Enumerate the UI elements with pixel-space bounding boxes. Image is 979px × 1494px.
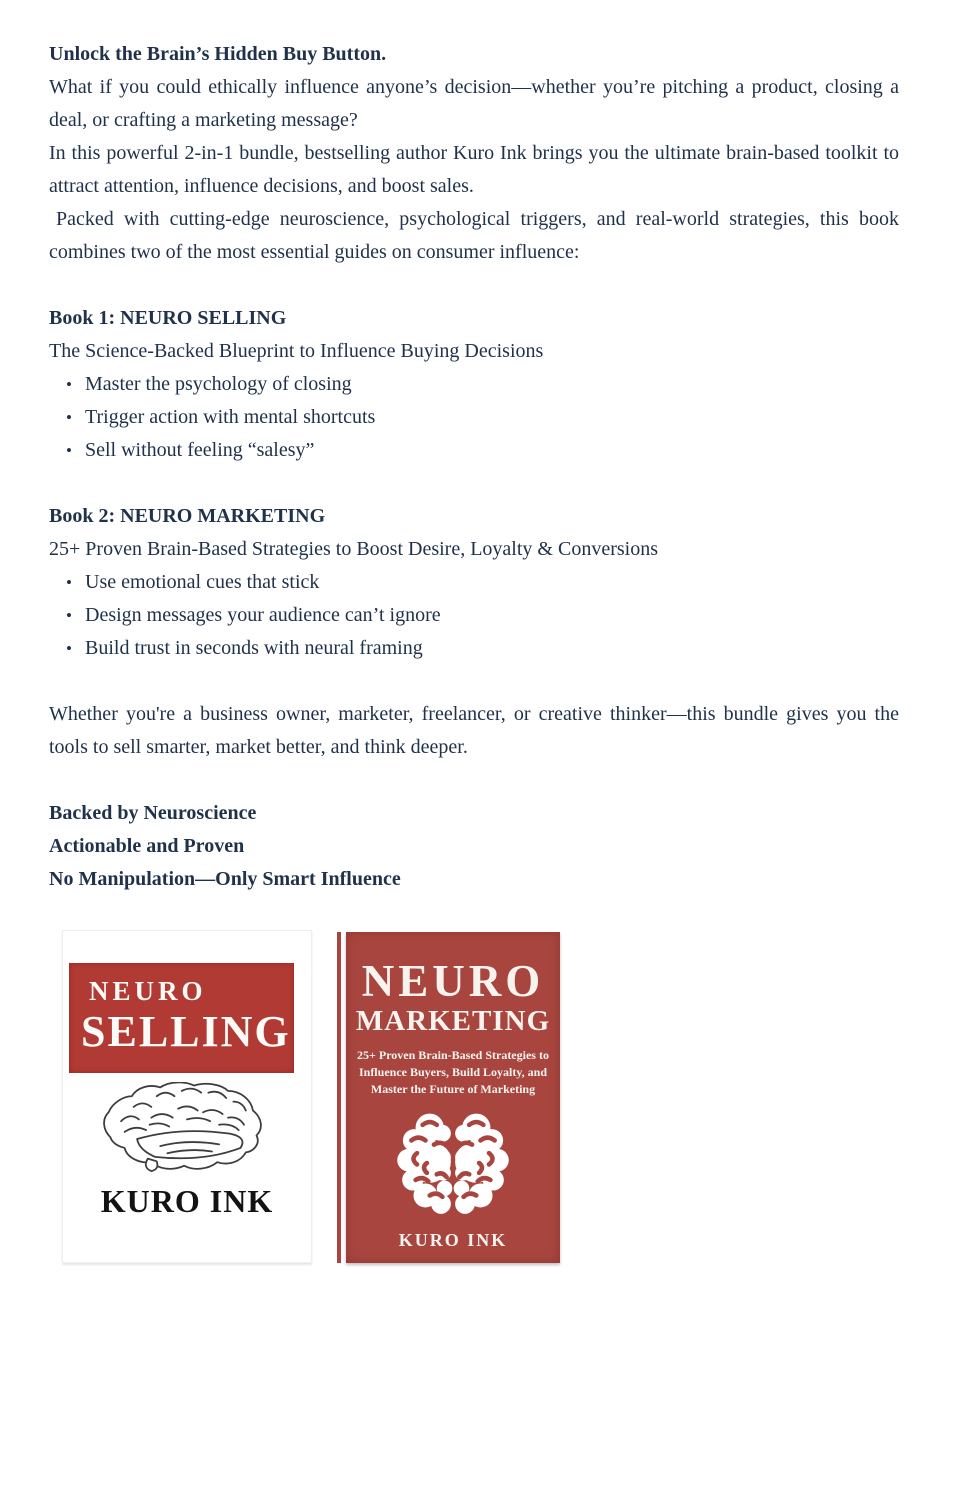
highlights-block — [49, 797, 899, 896]
book-description-page — [49, 38, 899, 1275]
marketing-cover-front — [346, 932, 560, 1263]
highlight-backed-by-neuroscience: Backed by Neuroscience — [49, 802, 257, 824]
page-title: Unlock the Brain’s Hidden Buy Button. — [49, 43, 387, 65]
neuro-selling-cover — [62, 930, 312, 1263]
book2-bullet-list — [49, 566, 899, 665]
marketing-subtitle — [346, 1047, 560, 1098]
highlight-actionable-and-proven: Actionable and Proven — [49, 835, 245, 857]
bullet-item: • Sell without feeling “salesy” — [49, 434, 899, 467]
book2-heading: Book 2: NEURO MARKETING — [49, 505, 326, 527]
bullet-item: • Trigger action with mental shortcuts — [49, 401, 899, 434]
book1-bullet-list — [49, 368, 899, 467]
bundle-paragraph: In this powerful 2-in-1 bundle, bestselling author Kuro Ink brings you the ultimate brain-based toolkit to attract attention, influence decisions, and boost sales. — [49, 142, 899, 197]
book1-subtitle: The Science-Backed Blueprint to Influence Buying Decisions — [49, 340, 544, 362]
marketing-spine-line — [337, 932, 341, 1263]
marketing-title-line1: NEURO — [361, 956, 545, 1006]
intro-paragraph: What if you could ethically influence anyone’s decision—whether you’re pitching a product, closing a deal, or crafting a marketing message? — [49, 76, 899, 131]
selling-author: KURO INK — [100, 1183, 274, 1219]
brain-line-art-icon — [91, 1082, 283, 1180]
covers-section — [49, 930, 899, 1275]
selling-title-line1: NEURO — [89, 976, 207, 1006]
selling-title-banner — [69, 963, 294, 1073]
selling-title-line2: SELLING — [81, 1007, 291, 1056]
marketing-subtitle-line-1: 25+ Proven Brain-Based Strategies to — [357, 1048, 549, 1062]
bullet-item: • Design messages your audience can’t ignore — [49, 599, 899, 632]
audience-paragraph: Whether you're a business owner, marketer, freelancer, or creative thinker—this bundle gives you the tools to sell smarter, market better, and think deeper. — [49, 703, 899, 758]
marketing-subtitle-line-2: Influence Buyers, Build Loyalty, and — [358, 1065, 548, 1079]
bullet-item: • Build trust in seconds with neural framing — [49, 632, 899, 665]
bullet-item: • Use emotional cues that stick — [49, 566, 899, 599]
highlight-no-manipulation: No Manipulation—Only Smart Influence — [49, 868, 401, 890]
brain-logo-icon — [393, 1106, 513, 1220]
marketing-author: KURO INK — [398, 1230, 508, 1250]
bullet-item: • Master the psychology of closing — [49, 368, 899, 401]
marketing-subtitle-line-3: Master the Future of Marketing — [370, 1082, 536, 1096]
marketing-title-line2: MARKETING — [355, 1005, 551, 1037]
book2-subtitle: 25+ Proven Brain-Based Strategies to Boost Desire, Loyalty & Conversions — [49, 538, 658, 560]
book1-heading: Book 1: NEURO SELLING — [49, 307, 287, 329]
packed-paragraph: Packed with cutting-edge neuroscience, psychological triggers, and real-world strategies, this book combines two of the most essential guides on consumer influence: — [49, 208, 899, 263]
neuro-marketing-cover — [333, 932, 560, 1263]
